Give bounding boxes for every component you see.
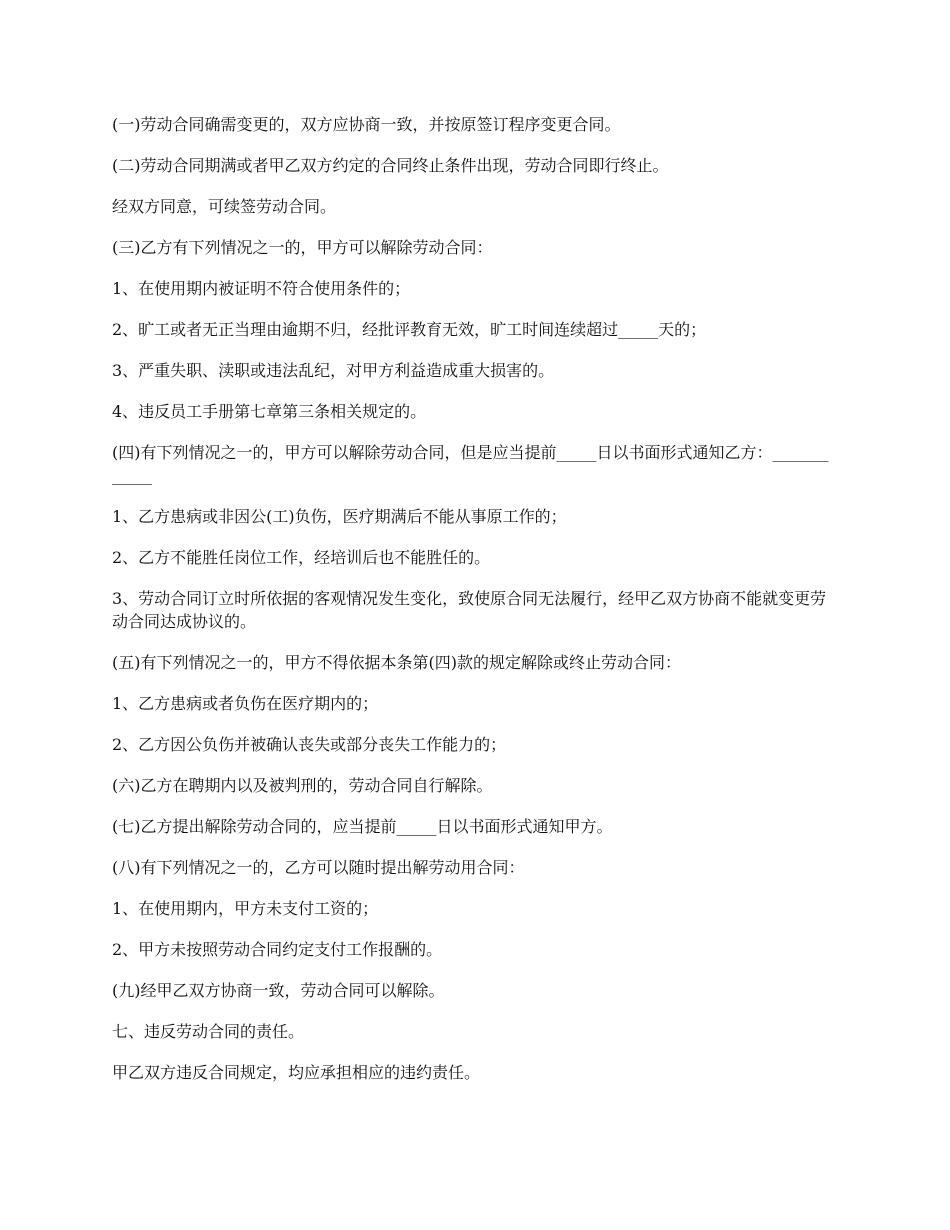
paragraph-clause-3-item-1: 1、在使用期内被证明不符合使用条件的； — [112, 279, 411, 298]
paragraph-clause-4-item-2: 2、乙方不能胜任岗位工作，经培训后也不能胜任的。 — [112, 548, 491, 567]
paragraph-clause-6: (六)乙方在聘期内以及被判刑的，劳动合同自行解除。 — [112, 776, 493, 795]
paragraph-clause-7: (七)乙方提出解除劳动合同的，应当提前_____日以书面形式通知甲方。 — [112, 817, 613, 836]
paragraph-clause-3-item-2: 2、旷工或者无正当理由逾期不归，经批评教育无效，旷工时间连续超过_____天的； — [112, 320, 707, 339]
paragraph-clause-8-item-1: 1、在使用期内，甲方未支付工资的； — [112, 899, 379, 918]
paragraph-clause-5: (五)有下列情况之一的，甲方不得依据本条第(四)款的规定解除或终止劳动合同： — [112, 653, 681, 672]
paragraph-clause-3: (三)乙方有下列情况之一的，甲方可以解除劳动合同： — [112, 238, 493, 257]
paragraph-clause-1: (一)劳动合同确需变更的，双方应协商一致，并按原签订程序变更合同。 — [112, 115, 621, 134]
paragraph-clause-9: (九)经甲乙双方协商一致，劳动合同可以解除。 — [112, 981, 445, 1000]
paragraph-clause-8: (八)有下列情况之一的，乙方可以随时提出解劳动用合同： — [112, 858, 525, 877]
paragraph-clause-3-item-4: 4、违反员工手册第七章第三条相关规定的。 — [112, 402, 427, 421]
paragraph-liability: 甲乙双方违反合同规定，均应承担相应的违约责任。 — [112, 1063, 481, 1082]
paragraph-clause-4-item-1: 1、乙方患病或非因公(工)负伤，医疗期满后不能从事原工作的； — [112, 507, 567, 526]
paragraph-clause-5-item-1: 1、乙方患病或者负伤在医疗期内的； — [112, 694, 379, 713]
section-heading-liability: 七、违反劳动合同的责任。 — [112, 1022, 305, 1041]
paragraph-clause-5-item-2: 2、乙方因公负伤并被确认丧失或部分丧失工作能力的； — [112, 735, 507, 754]
paragraph-clause-4: (四)有下列情况之一的，甲方可以解除劳动合同，但是应当提前_____日以书面形式通知乙方：____________ — [112, 443, 829, 485]
paragraph-renewal: 经双方同意，可续签劳动合同。 — [112, 197, 337, 216]
paragraph-clause-3-item-3: 3、严重失职、渎职或违法乱纪，对甲方利益造成重大损害的。 — [112, 361, 555, 380]
paragraph-clause-4-item-3: 3、劳动合同订立时所依据的客观情况发生变化，致使原合同无法履行，经甲乙双方协商不能就变更劳动合同达成协议的。 — [112, 589, 827, 631]
document-body — [112, 113, 832, 1102]
paragraph-clause-2: (二)劳动合同期满或者甲乙双方约定的合同终止条件出现，劳动合同即行终止。 — [112, 156, 669, 175]
paragraph-clause-8-item-2: 2、甲方未按照劳动合同约定支付工作报酬的。 — [112, 940, 443, 959]
